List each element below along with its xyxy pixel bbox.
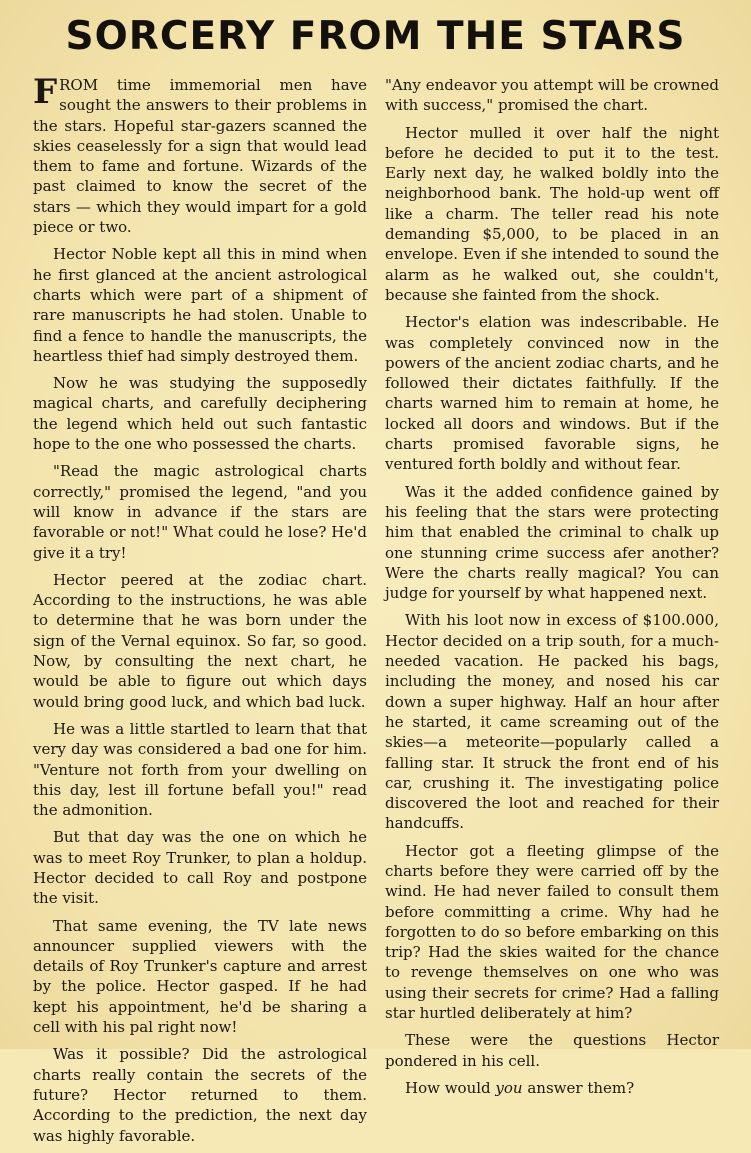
paragraph: He was a little startled to learn that that very day was considered a bad one for him. "Venture not forth from your dwelling on this day, lest ill fortune befall you!" read the admonition. xyxy=(33,719,367,820)
paragraph: These were the questions Hector pondered in his cell. xyxy=(385,1031,719,1070)
paragraph: But that day was the one on which he was to meet Roy Trunker, to plan a holdup. Hector decided to call Roy and postpone the visit. xyxy=(33,828,367,908)
paragraph: Hector Noble kept all this in mind when he first glanced at the ancient astrological charts which were part of a shipment of rare manuscripts he had stolen. Unable to find a fence to handle the manuscripts, the heartless thief had simply destroyed them. xyxy=(33,245,367,365)
left-column xyxy=(33,72,367,1153)
drop-cap: F xyxy=(33,72,58,112)
paragraph: Hector mulled it over half the night before he decided to put it to the test. Early next day, he walked boldly into the neighborhood bank. The hold-up went off like a charm. The teller read his note demanding $5,000, to be placed in an envelope. Even if she intended to sound the alarm as he walked out, she couldn't, because she fainted from the shock. xyxy=(385,123,719,304)
paragraph: Hector's elation was indescribable. He was completely convinced now in the powers of the ancient zodiac charts, and he followed their dictates faithfully. If the charts warned him to remain at home, he locked all doors and windows. But if the charts promised favorable signs, he ventured forth boldly and without fear. xyxy=(385,313,719,474)
paragraph: Hector peered at the zodiac chart. According to the instructions, he was able to determine that he was born under the sign of the Vernal equinox. So far, so good. Now, by consulting the next chart, he would be able to figure out which days would bring good luck, and which bad luck. xyxy=(33,570,367,711)
closing-emphasis: you xyxy=(495,1078,523,1097)
paragraph: With his loot now in excess of $100.000, Hector decided on a trip south, for a much-needed vacation. He packed his bags, including the money, and nosed his car down a super highway. Half an hour after he started, it came screaming out of the skies—a meteorite—popularly called a falling star. It struck the front end of his car, crushing it. The investigating police discovered the loot and reached for their handcuffs. xyxy=(385,611,719,833)
story-title: SORCERY FROM THE STARS xyxy=(65,14,686,59)
paragraph-text: time immemorial men have sought the answers to their problems in the stars. Hopeful star-gazers scanned the skies ceaselessly for a sign that would lead them to fame and fortune. Wizards of the past claimed to know the secret of the stars — which they would impart for a gold piece or two. xyxy=(33,76,367,237)
paragraph: "Read the magic astrological charts correctly," promised the legend, "and you will know in advance if the stars are favorable or not!" What could he lose? He'd give it a try! xyxy=(33,462,367,562)
paragraph: Now he was studying the supposedly magical charts, and carefully deciphering the legend which held out such fantastic hope to the one who possessed the charts. xyxy=(33,374,367,454)
first-word-rest: ROM xyxy=(59,76,99,94)
closing-before: How would xyxy=(405,1078,496,1097)
paragraph xyxy=(33,72,367,237)
paragraph: "Any endeavor you attempt will be crowned with success," promised the chart. xyxy=(385,76,719,115)
paragraph: That same evening, the TV late news announcer supplied viewers with the details of Roy Trunker's capture and arrest by the police. Hector gasped. If he had kept his appointment, he'd be sharing a cell with his pal right now! xyxy=(33,916,367,1037)
closing-line xyxy=(385,1078,719,1098)
closing-after: answer them? xyxy=(522,1078,635,1097)
paragraph: Hector got a fleeting glimpse of the charts before they were carried off by the wind. He had never failed to consult them before committing a crime. Why had he forgotten to do so before embarking on this trip? Had the skies waited for the chance to revenge themselves on one who was using their secrets for crime? Had a falling star hurtled deliberately at him? xyxy=(385,841,719,1023)
right-column xyxy=(385,75,719,1105)
paragraph: Was it possible? Did the astrological charts really contain the secrets of the future? Hector returned to them. According to the prediction, the next day was highly favorable. xyxy=(33,1045,367,1145)
paragraph: Was it the added confidence gained by his feeling that the stars were protecting him that enabled the criminal to chalk up one stunning crime success afer another? Were the charts really magical? You can judge for yourself by what happened next. xyxy=(385,482,719,603)
